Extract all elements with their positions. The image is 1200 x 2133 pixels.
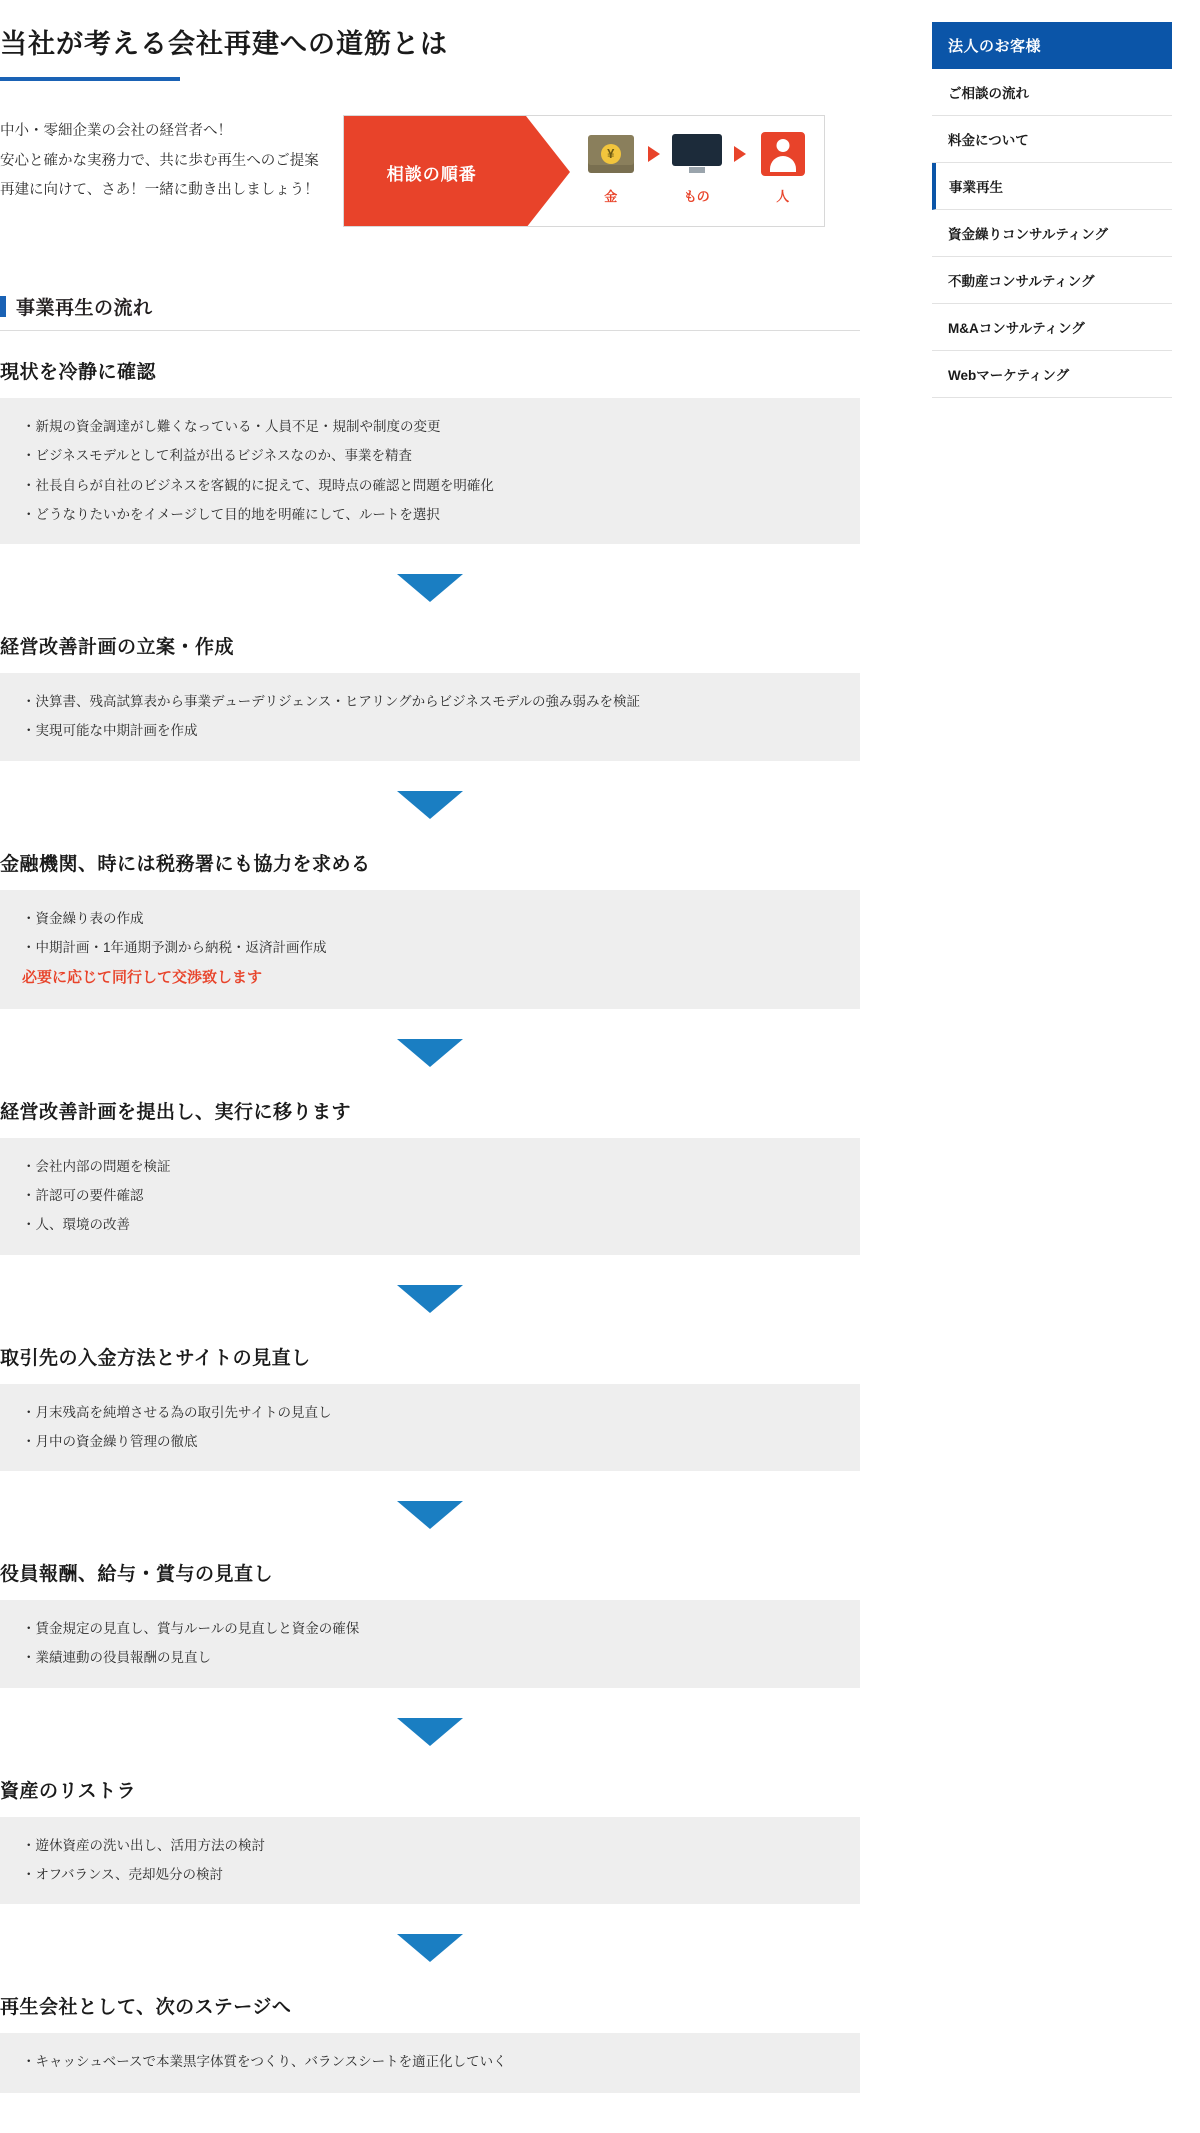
- step-line: ・新規の資金調達がし難くなっている・人員不足・規制や制度の変更: [22, 419, 441, 434]
- step-block: [0, 1559, 860, 1688]
- step-line: ・許認可の要件確認: [22, 1188, 144, 1204]
- step-body: [0, 2033, 860, 2093]
- sidebar-item-consultation-flow[interactable]: ご相談の流れ: [932, 69, 1172, 116]
- right-arrow-icon-1: [648, 146, 660, 162]
- step-body: [0, 673, 860, 761]
- step-line: ・賃金規定の見直し、賞与ルールの見直しと資金の確保: [22, 1621, 360, 1637]
- intro-section: [0, 115, 860, 227]
- step-emphasis: 必要に応じて同行して交渉致します: [22, 969, 263, 987]
- illustration-caption-things: もの: [683, 189, 710, 204]
- step-line: ・中期計画・1年通期予測から納税・返済計画作成: [22, 939, 327, 955]
- step-body: [0, 1138, 860, 1255]
- step-body: [0, 890, 860, 1009]
- step-line: ・キャッシュベースで本業黒字体質をつくり、バランスシートを適正化していく: [22, 2054, 507, 2070]
- down-arrow-icon: [397, 1501, 463, 1529]
- step-block: [0, 1097, 860, 1255]
- step-title: 経営改善計画の立案・作成: [0, 637, 235, 659]
- step-line: ・会社内部の問題を検証: [22, 1158, 171, 1174]
- step-line: ・実現可能な中期計画を作成: [22, 723, 198, 739]
- down-arrow-icon: [397, 1934, 463, 1962]
- step-block: [0, 632, 860, 761]
- step-block: [0, 1992, 860, 2093]
- step-title: 金融機関、時には税務署にも協力を求める: [0, 853, 371, 875]
- title-underline: [0, 77, 180, 81]
- sidebar-item-realestate-consulting[interactable]: 不動産コンサルティング: [932, 257, 1172, 304]
- section-accent-bar: [0, 296, 6, 317]
- illustration-caption-money: 金: [604, 189, 618, 204]
- step-body: [0, 1384, 860, 1472]
- section-heading: [0, 293, 860, 320]
- down-arrow-icon: [397, 1039, 463, 1067]
- step-block: [0, 1776, 860, 1905]
- yen-symbol: ¥: [601, 144, 621, 164]
- step-line: ・業績連動の役員報酬の見直し: [22, 1650, 211, 1666]
- down-arrow-icon: [397, 574, 463, 602]
- intro-line-2: 安心と確かな実務力で、共に歩む再生へのご提案: [0, 152, 319, 169]
- down-arrow-icon: [397, 1285, 463, 1313]
- sidebar-item-pricing[interactable]: 料金について: [932, 116, 1172, 163]
- step-title: 役員報酬、給与・賞与の見直し: [0, 1564, 274, 1586]
- illustration-item-money: [582, 128, 640, 205]
- sidebar-heading: 法人のお客様: [932, 22, 1172, 69]
- step-block: [0, 357, 860, 544]
- step-body: [0, 1600, 860, 1688]
- step-title: 現状を冷静に確認: [0, 362, 157, 383]
- step-line: ・ビジネスモデルとして利益が出るビジネスなのか、事業を精査: [22, 448, 413, 464]
- money-bag-icon: [582, 128, 640, 180]
- step-line: ・遊休資産の洗い出し、活用方法の検討: [22, 1837, 265, 1853]
- step-title: 取引先の入金方法とサイトの見直し: [0, 1347, 311, 1369]
- step-body: [0, 398, 860, 544]
- sidebar-item-ma-consulting[interactable]: M&Aコンサルティング: [932, 304, 1172, 351]
- consultation-order-label: 相談の順番: [386, 164, 477, 184]
- step-body: [0, 1817, 860, 1905]
- consultation-order-illustration: [343, 115, 825, 227]
- sidebar-item-business-revitalization[interactable]: 事業再生: [932, 163, 1172, 210]
- step-title: 経営改善計画を提出し、実行に移ります: [0, 1101, 352, 1123]
- sidebar-item-cashflow-consulting[interactable]: 資金繰りコンサルティング: [932, 210, 1172, 257]
- page-title: 当社が考える会社再建への道筋とは: [0, 29, 448, 59]
- person-icon: [754, 128, 812, 180]
- down-arrow-icon: [397, 1718, 463, 1746]
- illustration-caption-people: 人: [776, 189, 790, 204]
- down-arrow-icon: [397, 791, 463, 819]
- step-line: ・社長自らが自社のビジネスを客観的に捉えて、現時点の確認と問題を明確化: [22, 477, 494, 493]
- right-arrow-icon-2: [734, 146, 746, 162]
- illustration-item-things: [668, 128, 726, 205]
- step-title: 再生会社として、次のステージへ: [0, 1997, 292, 2019]
- consultation-order-banner: [344, 116, 526, 227]
- step-line: ・月中の資金繰り管理の徹底: [22, 1433, 198, 1449]
- intro-line-1: 中小・零細企業の会社の経営者へ！: [0, 123, 232, 139]
- intro-text: [0, 115, 319, 206]
- step-line: ・決算書、残高試算表から事業デューデリジェンス・ヒアリングからビジネスモデルの強み弱みを検証: [22, 694, 641, 710]
- section-divider: [0, 330, 860, 331]
- illustration-icons-row: [582, 128, 820, 205]
- step-line: ・どうなりたいかをイメージして目的地を明確にして、ルートを選択: [22, 506, 440, 522]
- step-block: [0, 1343, 860, 1472]
- step-block: [0, 849, 860, 1009]
- section-heading-text: 事業再生の流れ: [16, 298, 153, 319]
- illustration-item-people: [754, 128, 812, 205]
- step-line: ・オフバランス、売却処分の検討: [22, 1867, 224, 1882]
- step-title: 資産のリストラ: [0, 1780, 137, 1802]
- step-line: ・人、環境の改善: [22, 1217, 130, 1233]
- intro-line-3: 再建に向けて、さあ！一緒に動き出しましょう！: [0, 182, 319, 199]
- monitor-icon: [668, 128, 726, 180]
- sidebar-item-web-marketing[interactable]: Webマーケティング: [932, 351, 1172, 398]
- step-line: ・資金繰り表の作成: [22, 910, 144, 926]
- step-line: ・月末残高を純増させる為の取引先サイトの見直し: [22, 1404, 332, 1420]
- sidebar: [932, 22, 1172, 398]
